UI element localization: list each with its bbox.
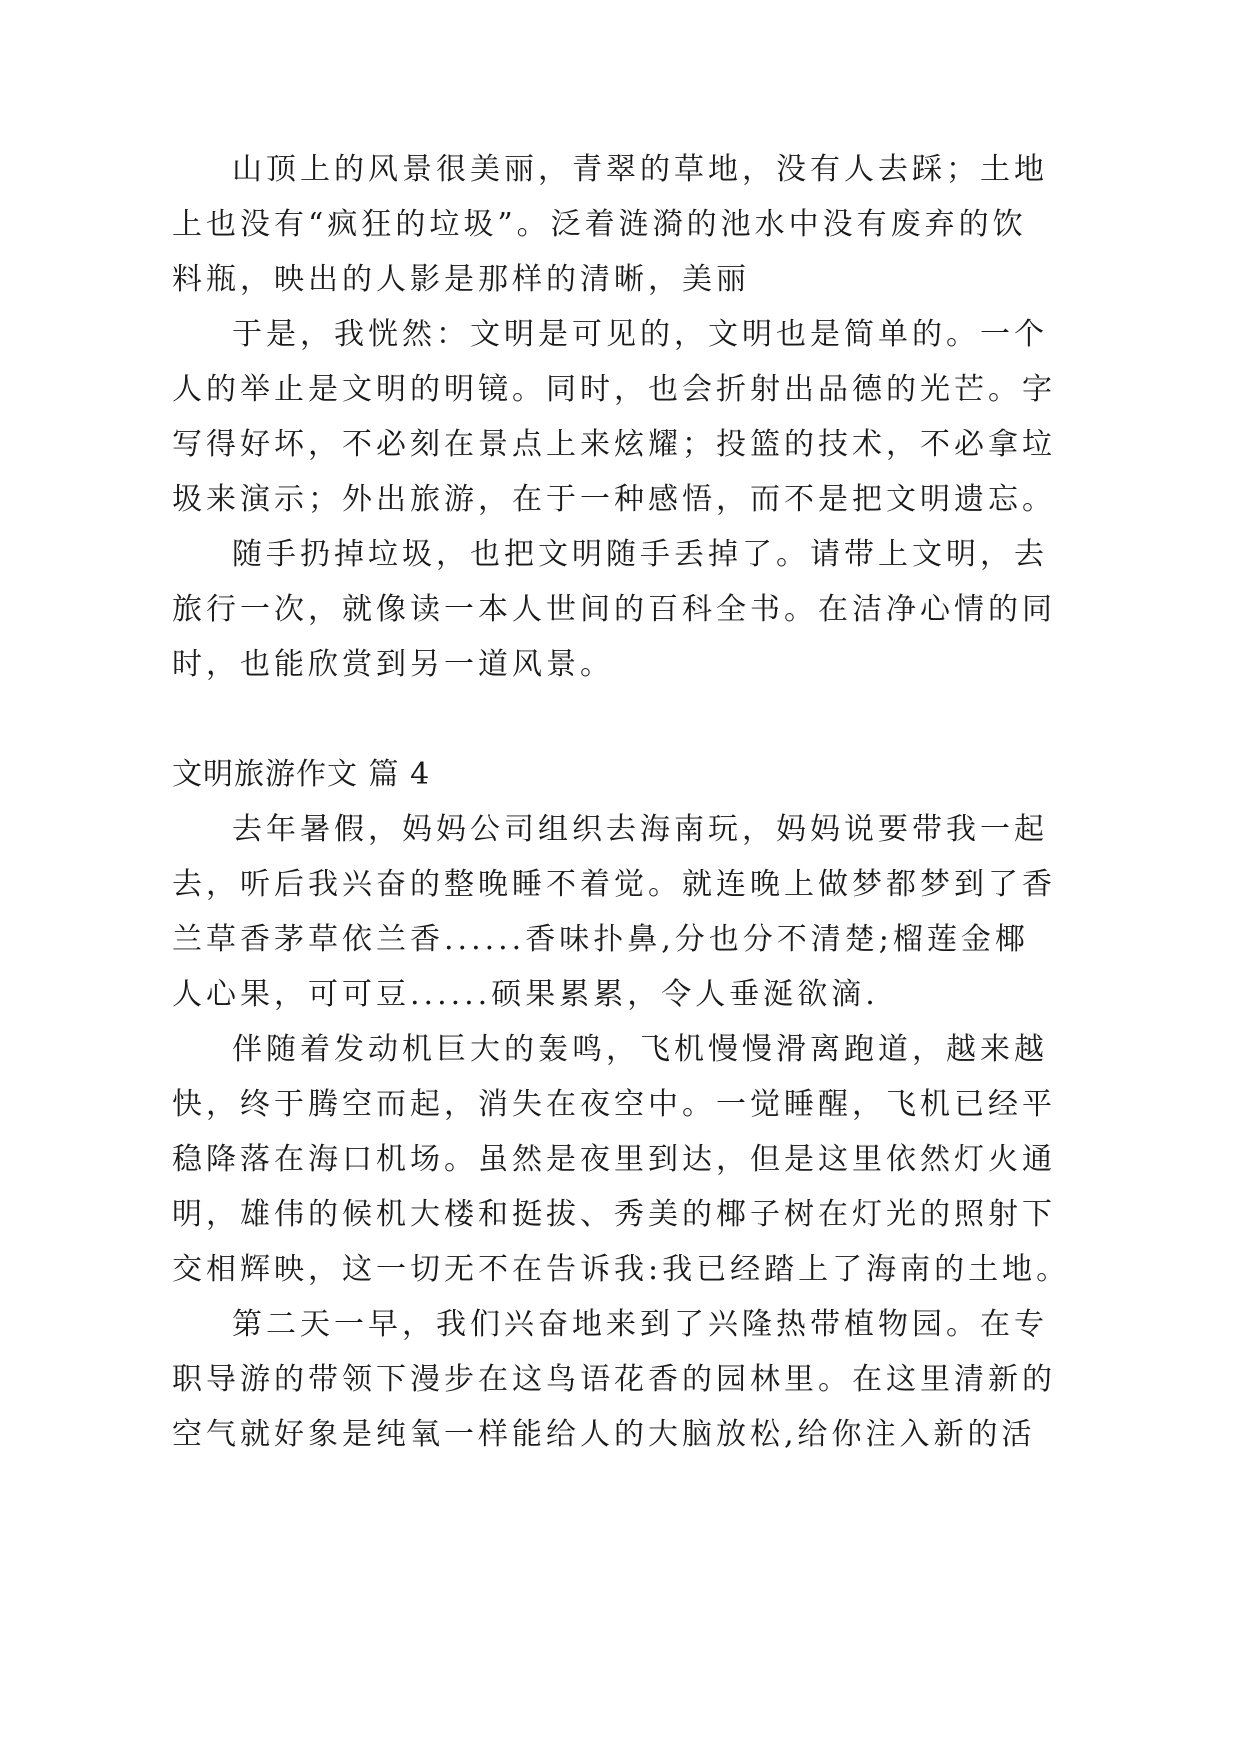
paragraph-line: 时，也能欣赏到另一道风景。 (172, 647, 614, 682)
paragraph-line: 人心果，可可豆......硕果累累，令人垂涎欲滴. (172, 977, 879, 1012)
section-heading: 文明旅游作文 篇 4 (172, 757, 431, 792)
paragraph-line: 兰草香茅草依兰香......香味扑鼻,分也分不清楚;榴莲金椰 (172, 922, 1029, 957)
paragraph-line: 交相辉映，这一切无不在告诉我:我已经踏上了海南的土地。 (172, 1252, 1071, 1287)
paragraph-line: 稳降落在海口机场。虽然是夜里到达，但是这里依然灯火通 (172, 1142, 1056, 1177)
paragraph-line: 旅行一次，就像读一本人世间的百科全书。在洁净心情的同 (172, 592, 1056, 627)
paragraph-line: 去年暑假，妈妈公司组织去海南玩，妈妈说要带我一起 (232, 812, 1048, 847)
paragraph-line: 圾来演示；外出旅游，在于一种感悟，而不是把文明遗忘。 (172, 482, 1056, 517)
paragraph-line: 人的举止是文明的明镜。同时，也会折射出品德的光芒。字 (172, 372, 1056, 407)
paragraph-line: 职导游的带领下漫步在这鸟语花香的园林里。在这里清新的 (172, 1362, 1056, 1397)
paragraph-line: 去，听后我兴奋的整晚睡不着觉。就连晚上做梦都梦到了香 (172, 867, 1056, 902)
paragraph-line: 山顶上的风景很美丽，青翠的草地，没有人去踩；土地 (232, 152, 1048, 187)
paragraph-line: 快，终于腾空而起，消失在夜空中。一觉睡醒，飞机已经平 (172, 1087, 1056, 1122)
paragraph-line: 料瓶，映出的人影是那样的清晰，美丽 (172, 262, 750, 297)
paragraph-line: 于是，我恍然：文明是可见的，文明也是简单的。一个 (232, 317, 1048, 352)
paragraph-line: 空气就好象是纯氧一样能给人的大脑放松,给你注入新的活 (172, 1417, 1036, 1452)
paragraph-line: 明，雄伟的候机大楼和挺拔、秀美的椰子树在灯光的照射下 (172, 1197, 1056, 1232)
paragraph-line: 上也没有“疯狂的垃圾”。泛着涟漪的池水中没有废弃的饮 (172, 207, 1027, 242)
paragraph-line: 第二天一早，我们兴奋地来到了兴隆热带植物园。在专 (232, 1307, 1048, 1342)
paragraph-line: 伴随着发动机巨大的轰鸣，飞机慢慢滑离跑道，越来越 (232, 1032, 1048, 1067)
paragraph-line: 随手扔掉垃圾，也把文明随手丢掉了。请带上文明，去 (232, 537, 1048, 572)
paragraph-line: 写得好坏，不必刻在景点上来炫耀；投篮的技术，不必拿垃 (172, 427, 1056, 462)
